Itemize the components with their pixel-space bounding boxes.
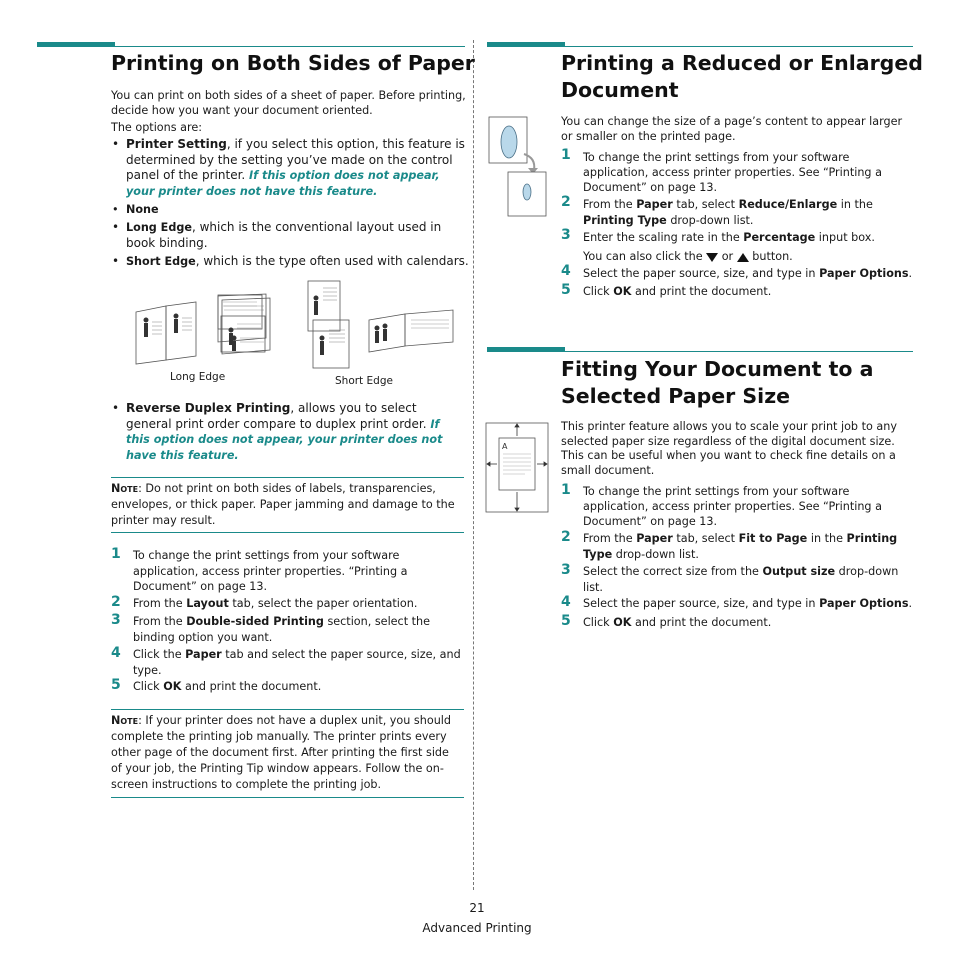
section-title-reduce-enlarge: Printing a Reduced or Enlarged Document: [561, 51, 923, 102]
bullet-printer-setting: • Printer Setting, if you select this option, this feature is determined by the setting you’ve made on the control panel of the printer. If this option does not appear, your printer does not have this feature.: [126, 137, 466, 199]
step-number: 4: [561, 263, 571, 279]
section-rule-bar: [487, 42, 565, 47]
step-number: 3: [561, 562, 571, 578]
short-edge-illustration: [305, 280, 465, 370]
short-edge-flip-illustration: [217, 294, 267, 356]
fit-to-page-illustration: [485, 422, 549, 514]
bullet-short-edge: • Short Edge, which is the type often used with calendars.: [126, 254, 476, 270]
note-rule-top: [111, 477, 464, 478]
step-number: 5: [111, 677, 121, 693]
caption-short-edge: Short Edge: [335, 375, 393, 387]
bullet-long-edge: • Long Edge, which is the conventional layout used in book binding.: [126, 220, 456, 251]
step-number: 1: [561, 482, 571, 498]
options-label: The options are:: [111, 121, 202, 134]
step-text: Click OK and print the document.: [583, 285, 772, 298]
section-rule-bar: [37, 42, 115, 47]
step-text: Click OK and print the document.: [133, 680, 322, 693]
step-text: Click OK and print the document.: [583, 616, 772, 629]
note-labels-warning: Note: Do not print on both sides of labels, transparencies, envelopes, or thick paper. Paper jamming and damage to the printer may result.: [111, 482, 455, 527]
step-number: 4: [561, 594, 571, 610]
step-number: 4: [111, 645, 121, 661]
note-rule-bottom: [111, 797, 464, 798]
section-title-duplex: Printing on Both Sides of Paper: [111, 51, 475, 75]
step-text: From the Paper tab, select Reduce/Enlarge in the Printing Type drop-down list.: [583, 198, 873, 227]
footer-section-title: Advanced Printing: [422, 921, 532, 935]
step-text: Select the correct size from the Output size drop-down list.: [583, 565, 899, 594]
bullet-none: • None: [126, 202, 159, 218]
step-number: 5: [561, 613, 571, 629]
arrow-up-icon[interactable]: [737, 253, 749, 262]
step-text: To change the print settings from your software application, access printer properties. See “Printing a Document” on page 13.: [583, 485, 882, 528]
note-rule-bottom: [111, 532, 464, 533]
step-number: 5: [561, 282, 571, 298]
step-text: To change the print settings from your software application, access printer properties. See “Printing a Document” on page 13.: [583, 151, 882, 194]
step-number: 3: [561, 227, 571, 243]
step-number: 1: [561, 147, 571, 163]
step-text: From the Double-sided Printing section, select the binding option you want.: [133, 615, 431, 644]
step-text: Enter the scaling rate in the Percentage input box.: [583, 231, 875, 244]
note-rule-top: [111, 709, 464, 710]
section-title-fit-to-page: Fitting Your Document to a Selected Paper Size: [561, 357, 874, 408]
step-number: 2: [561, 529, 571, 545]
caption-long-edge: Long Edge: [170, 371, 226, 383]
step-number: 2: [111, 594, 121, 610]
step-text: To change the print settings from your software application, access printer properties. “Printing a Document” on page 13.: [133, 549, 408, 593]
reduce-enlarge-intro: You can change the size of a page’s content to appear larger or smaller on the printed page.: [561, 115, 903, 143]
step-text: From the Paper tab, select Fit to Page in the Printing Type drop-down list.: [583, 532, 898, 561]
page-number: 21: [469, 901, 485, 915]
section-rule-line: [565, 351, 913, 352]
fit-to-page-intro: This printer feature allows you to scale your print job to any selected paper size regardless of the digital document size. This can be useful when you want to check fine details on a small document.: [561, 420, 897, 477]
section-rule-line: [565, 46, 913, 47]
note-manual-duplex: Note: If your printer does not have a duplex unit, you should complete the printing job manually. The printer prints every other page of the document first. After printing the first side of your job, the Printing Tip window appears. Follow the on-screen instructions to complete the printing job.: [111, 714, 451, 791]
step-text: From the Layout tab, select the paper orientation.: [133, 597, 418, 610]
step-number: 2: [561, 194, 571, 210]
step-text: Select the paper source, size, and type in Paper Options.: [583, 267, 913, 280]
section-rule-bar: [487, 347, 565, 352]
step-number: 1: [111, 546, 121, 562]
section-rule-line: [115, 46, 465, 47]
svg-text:A: A: [502, 442, 508, 451]
step-text: Click the Paper tab and select the paper source, size, and type.: [133, 648, 461, 677]
arrow-down-icon[interactable]: [706, 253, 718, 262]
bullet-reverse-duplex: • Reverse Duplex Printing, allows you to select general print order compare to duplex print order. If this option does not appear, your printer does not have this feature.: [126, 401, 466, 463]
reduce-enlarge-illustration: [488, 116, 550, 220]
duplex-intro: You can print on both sides of a sheet of paper. Before printing, decide how you want your document oriented.: [111, 89, 466, 117]
step-text: Select the paper source, size, and type in Paper Options.: [583, 597, 913, 610]
column-divider: [473, 40, 474, 890]
step-number: 3: [111, 612, 121, 628]
scale-buttons-hint: You can also click the or button.: [583, 250, 793, 263]
